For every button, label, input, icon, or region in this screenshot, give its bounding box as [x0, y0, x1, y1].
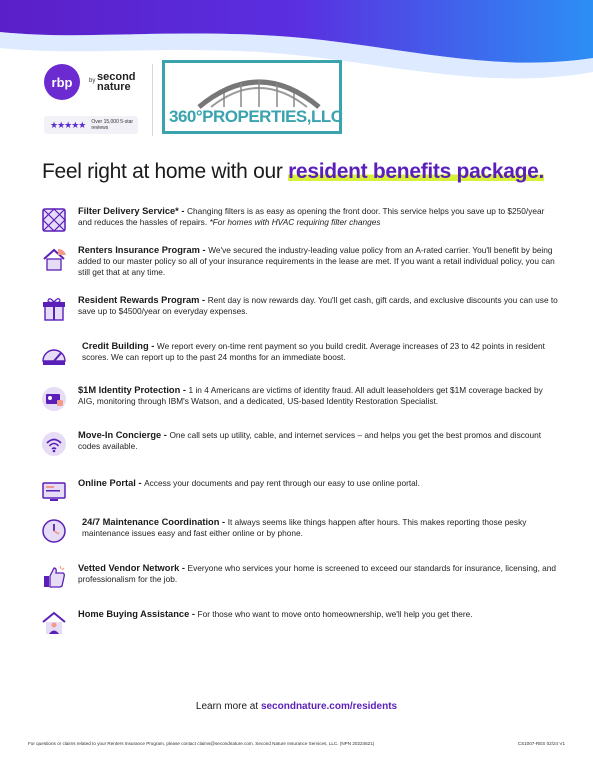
- clock-icon: [40, 517, 68, 545]
- headline-highlight: resident benefits package.: [288, 160, 545, 183]
- page-headline: Feel right at home with our resident benefits package.: [42, 160, 545, 183]
- id-lock-icon: [40, 385, 68, 413]
- learn-more: Learn more at secondnature.com/residents: [195, 701, 398, 712]
- footer-disclaimer: For questions or claims related to your Renters Insurance Program, please contact claims@secondnature.com. Second Nature Insurance Services, LLC. (NPN 20224621): [28, 741, 375, 746]
- bridge-arch-icon: [189, 65, 329, 109]
- wifi-icon: [40, 430, 68, 458]
- by-label: by: [89, 78, 96, 84]
- document-code: CS1007-RES 02/24 V1: [517, 741, 565, 746]
- review-count: Over 15,000 5-star reviews: [91, 119, 134, 131]
- thumbs-up-icon: [40, 563, 68, 591]
- reviews-badge: [44, 116, 138, 134]
- air-filter-icon: [40, 206, 68, 234]
- monitor-icon: [40, 478, 68, 506]
- gift-icon: [40, 295, 68, 323]
- property-name: 360°PROPERTIES,LLC: [169, 107, 343, 126]
- insured-home-icon: [40, 245, 68, 273]
- property-logo: [162, 60, 342, 134]
- rbp-logo: rbp: [44, 64, 80, 100]
- credit-score-icon: [40, 341, 68, 369]
- house-person-icon: [40, 609, 68, 637]
- learn-more-link[interactable]: secondnature.com/residents: [260, 701, 398, 712]
- logo-divider: [152, 64, 153, 136]
- star-rating-icon: ★★★★★: [50, 119, 86, 130]
- second-nature-logo: second nature: [97, 71, 136, 93]
